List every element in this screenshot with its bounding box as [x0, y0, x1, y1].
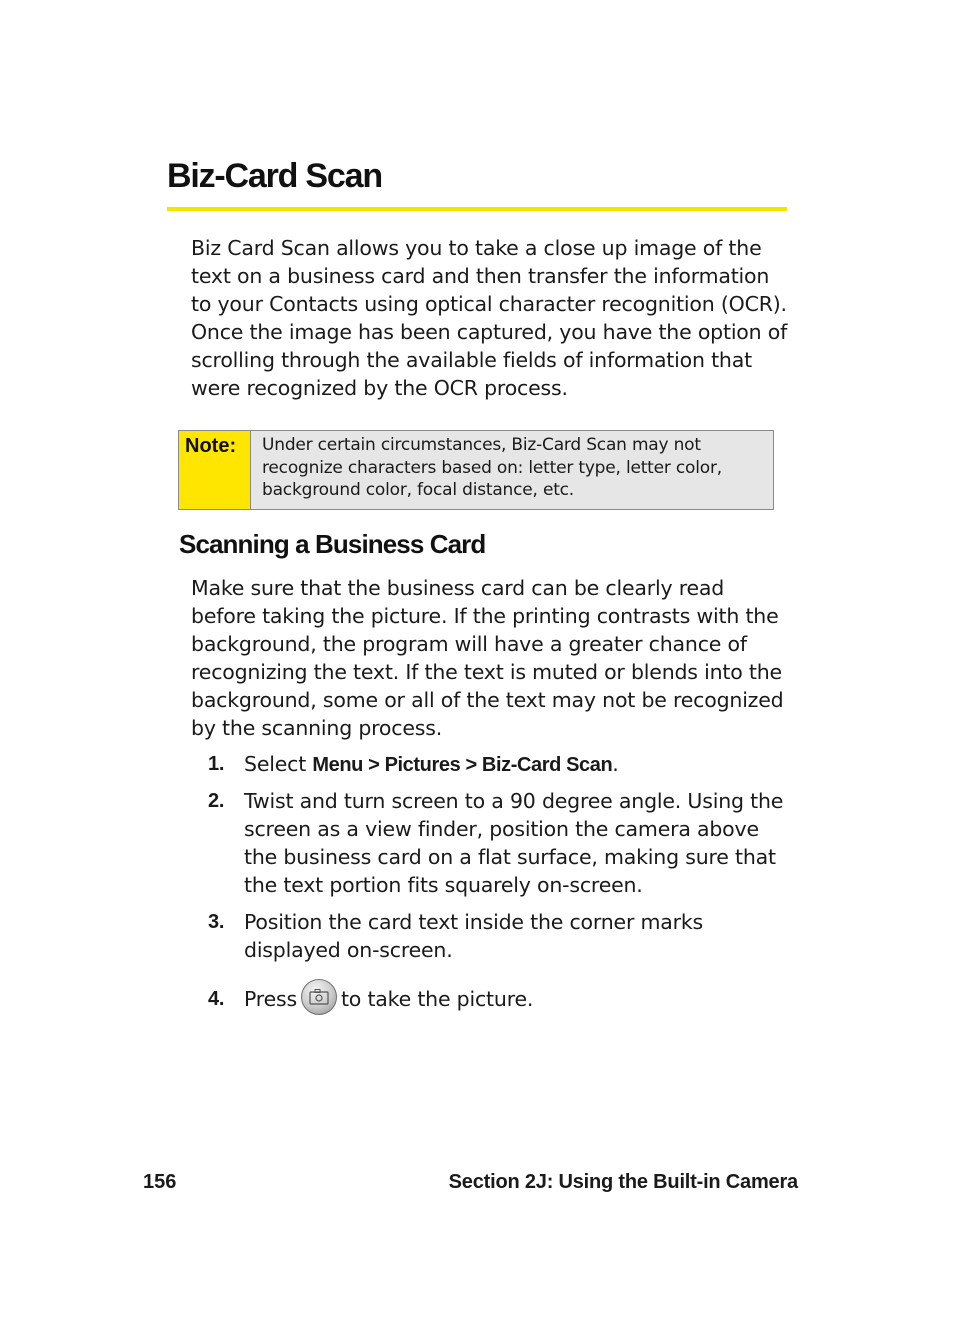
- step-text: Twist and turn screen to a 90 degree angle. Using the screen as a view finder, position the camera above the business card on a flat surface, making sure that the text portion fits squarely on-screen.: [244, 789, 784, 897]
- menu-path-menu: Menu: [312, 754, 363, 776]
- intro-paragraph: Biz Card Scan allows you to take a close up image of the text on a business card and then transfer the information to your Contacts using optical character recognition (OCR). Once the image has been captured, you have the option of scrolling through the available fields of information that were recognized by the OCR process.: [191, 236, 788, 400]
- page-title: Biz-Card Scan: [167, 157, 382, 195]
- step-number: 2.: [208, 790, 225, 812]
- note-label: Note:: [179, 431, 251, 509]
- section-title: Section 2J: Using the Built-in Camera: [448, 1171, 798, 1193]
- step-text: Position the card text inside the corner marks displayed on-screen.: [244, 910, 704, 962]
- step-number: 4.: [208, 988, 225, 1010]
- section-heading: Scanning a Business Card: [179, 529, 486, 559]
- title-underline: [167, 207, 787, 211]
- menu-path-pictures: Pictures: [384, 754, 461, 776]
- menu-path-biz-card-scan: Biz-Card Scan: [481, 754, 613, 776]
- step-number: 1.: [208, 753, 225, 775]
- step-number: 3.: [208, 911, 225, 933]
- step-text: Press to take the picture.: [244, 985, 794, 1015]
- note-box: [178, 430, 774, 510]
- section-paragraph: Make sure that the business card can be clearly read before taking the picture. If the printing contrasts with the background, the program will have a greater chance of recognizing the text. If the text is muted or blends into the background, some or all of the text may not be recognized by the scanning process.: [191, 576, 784, 740]
- page-number: 156: [143, 1171, 177, 1193]
- note-text: Under certain circumstances, Biz-Card Scan may not recognize characters based on: letter type, letter color, background color, focal distance, etc.: [251, 431, 773, 509]
- camera-key-icon: [301, 979, 337, 1015]
- step-text: Select Menu > Pictures > Biz-Card Scan.: [244, 752, 619, 776]
